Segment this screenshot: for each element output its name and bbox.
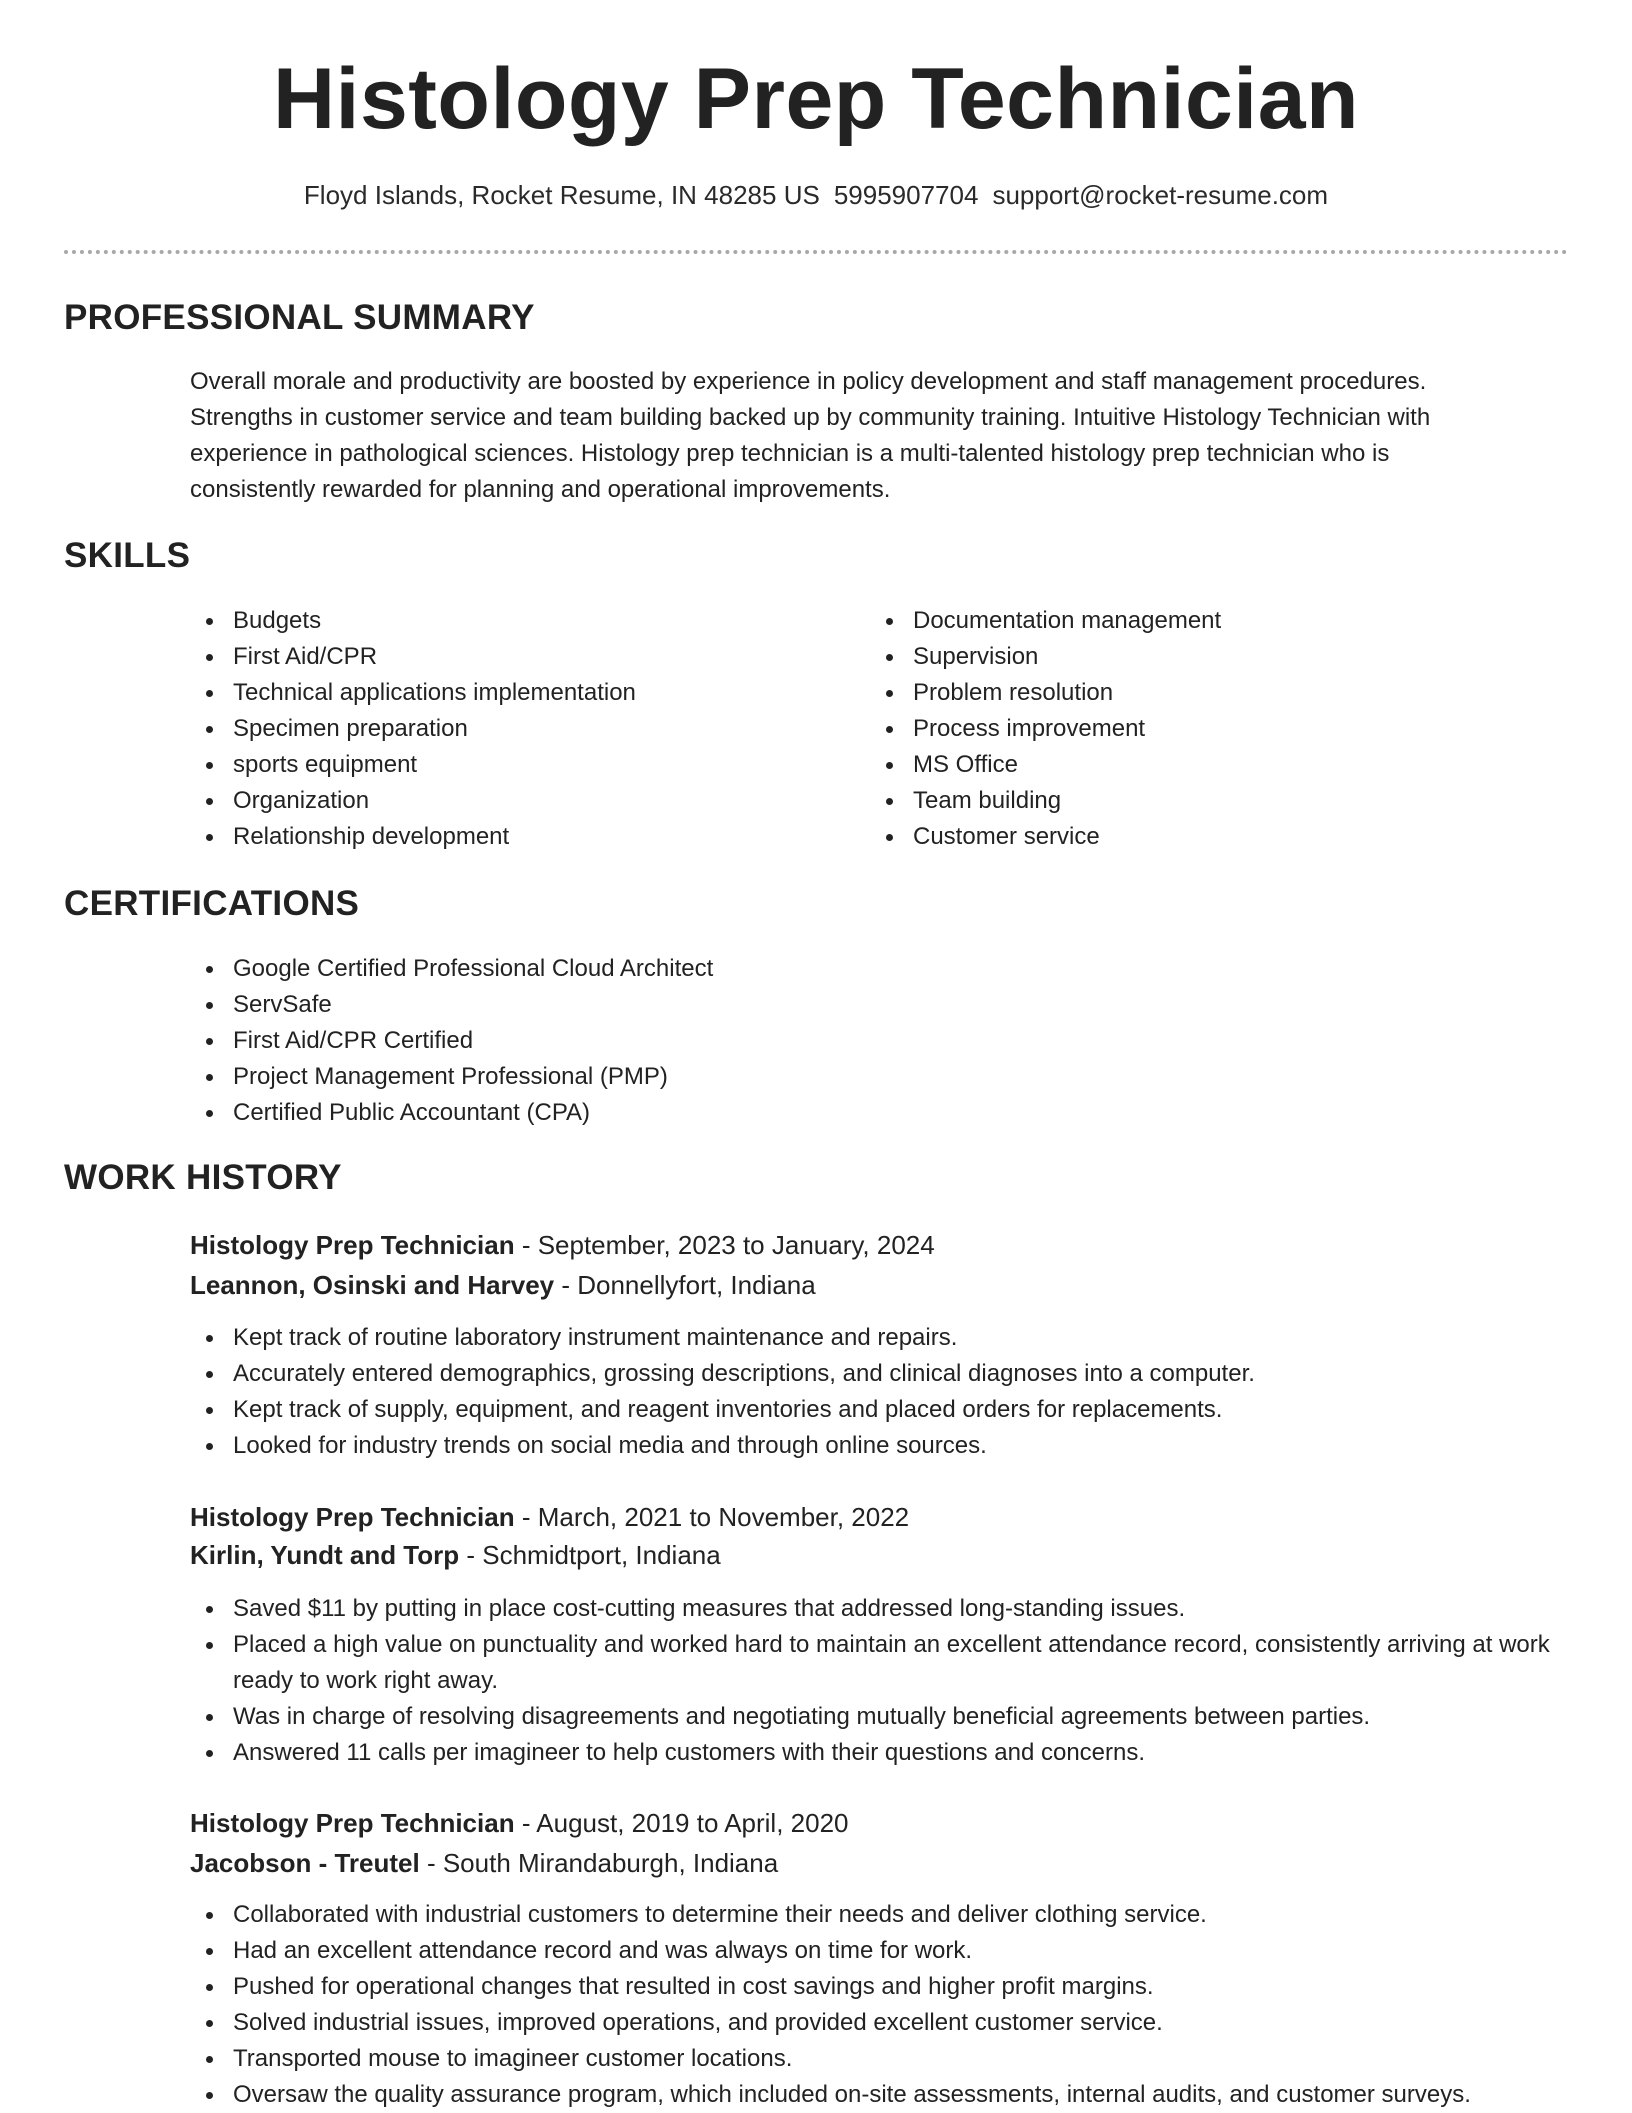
job-bullet: Kept track of routine laboratory instrument maintenance and repairs.	[190, 1320, 1550, 1356]
skill-item: Documentation management	[870, 603, 1510, 639]
job-title-line	[190, 1229, 935, 1261]
certification-item: Project Management Professional (PMP)	[190, 1059, 1510, 1095]
job-company-line	[190, 1539, 721, 1571]
job-company-line	[190, 1269, 816, 1301]
skill-item: Customer service	[870, 819, 1510, 855]
job-bullet: Answered 11 calls per imagineer to help customers with their questions and concerns.	[190, 1735, 1550, 1771]
job-bullet: Solved industrial issues, improved operations, and provided excellent customer service.	[190, 2005, 1550, 2041]
certification-item: Certified Public Accountant (CPA)	[190, 1095, 1510, 1131]
skills-list-left	[190, 603, 830, 855]
job-location: - Donnellyfort, Indiana	[554, 1270, 816, 1300]
skill-item: First Aid/CPR	[190, 639, 830, 675]
job-bullets	[190, 1320, 1550, 1464]
skill-item: Problem resolution	[870, 675, 1510, 711]
certifications-heading: CERTIFICATIONS	[64, 884, 360, 923]
contact-email: support@rocket-resume.com	[992, 180, 1329, 210]
job-dates: - September, 2023 to January, 2024	[514, 1230, 935, 1260]
contact-line	[0, 180, 1632, 211]
job-bullet: Pushed for operational changes that resulted in cost savings and higher profit margins.	[190, 1969, 1550, 2005]
job-bullet: Kept track of supply, equipment, and reagent inventories and placed orders for replacements.	[190, 1392, 1550, 1428]
job-company: Leannon, Osinski and Harvey	[190, 1270, 555, 1300]
job-bullet: Saved $11 by putting in place cost-cutting measures that addressed long-standing issues.	[190, 1591, 1550, 1627]
certification-item: First Aid/CPR Certified	[190, 1023, 1510, 1059]
job-bullet: Transported mouse to imagineer customer locations.	[190, 2041, 1550, 2077]
job-company-line	[190, 1847, 778, 1879]
job-bullet: Accurately entered demographics, grossing descriptions, and clinical diagnoses into a computer.	[190, 1356, 1550, 1392]
job-company: Jacobson - Treutel	[190, 1848, 420, 1878]
job-title-line	[190, 1807, 849, 1839]
job-bullet: Collaborated with industrial customers to determine their needs and deliver clothing service.	[190, 1897, 1550, 1933]
job-role: Histology Prep Technician	[190, 1230, 515, 1260]
job-location: - South Mirandaburgh, Indiana	[419, 1848, 779, 1878]
job-role: Histology Prep Technician	[190, 1502, 515, 1532]
skill-item: Relationship development	[190, 819, 830, 855]
skill-item: Budgets	[190, 603, 830, 639]
job-bullet: Placed a high value on punctuality and worked hard to maintain an excellent attendance record, consistently arriving at work ready to work right away.	[190, 1627, 1550, 1699]
job-bullet: Was in charge of resolving disagreements and negotiating mutually beneficial agreements between parties.	[190, 1699, 1550, 1735]
job-bullet: Looked for industry trends on social media and through online sources.	[190, 1428, 1550, 1464]
job-bullets	[190, 1591, 1550, 1771]
skill-item: Supervision	[870, 639, 1510, 675]
job-role: Histology Prep Technician	[190, 1808, 515, 1838]
certification-item: ServSafe	[190, 987, 1510, 1023]
summary-heading: PROFESSIONAL SUMMARY	[64, 298, 535, 337]
job-title-line	[190, 1501, 909, 1533]
contact-address: Floyd Islands, Rocket Resume, IN 48285 US	[303, 180, 820, 210]
header-divider	[64, 250, 1568, 254]
certifications-list	[190, 951, 1510, 1131]
skills-heading: SKILLS	[64, 536, 191, 575]
job-bullet: Had an excellent attendance record and was always on time for work.	[190, 1933, 1550, 1969]
contact-phone: 5995907704	[833, 180, 979, 210]
skill-item: Process improvement	[870, 711, 1510, 747]
job-dates: - August, 2019 to April, 2020	[514, 1808, 849, 1838]
job-bullet: Oversaw the quality assurance program, which included on-site assessments, internal audits, and customer surveys.	[190, 2077, 1550, 2113]
skill-item: Specimen preparation	[190, 711, 830, 747]
skill-item: Organization	[190, 783, 830, 819]
job-bullets	[190, 1897, 1550, 2113]
summary-text: Overall morale and productivity are boosted by experience in policy development and staff management procedures. Strengths in customer service and team building backed up by community training. Intuitive Histology Technician with experience in pathological sciences. Histology prep technician is a multi-talented histology prep technician who is consistently rewarded for planning and operational improvements.	[190, 368, 1431, 503]
skills-list-right	[870, 603, 1510, 855]
candidate-name: Histology Prep Technician	[272, 51, 1360, 147]
skill-item: MS Office	[870, 747, 1510, 783]
skill-item: Technical applications implementation	[190, 675, 830, 711]
job-company: Kirlin, Yundt and Torp	[190, 1540, 460, 1570]
job-location: - Schmidtport, Indiana	[459, 1540, 721, 1570]
work-history-heading: WORK HISTORY	[64, 1158, 342, 1197]
skill-item: sports equipment	[190, 747, 830, 783]
skill-item: Team building	[870, 783, 1510, 819]
certification-item: Google Certified Professional Cloud Architect	[190, 951, 1510, 987]
job-dates: - March, 2021 to November, 2022	[514, 1502, 910, 1532]
